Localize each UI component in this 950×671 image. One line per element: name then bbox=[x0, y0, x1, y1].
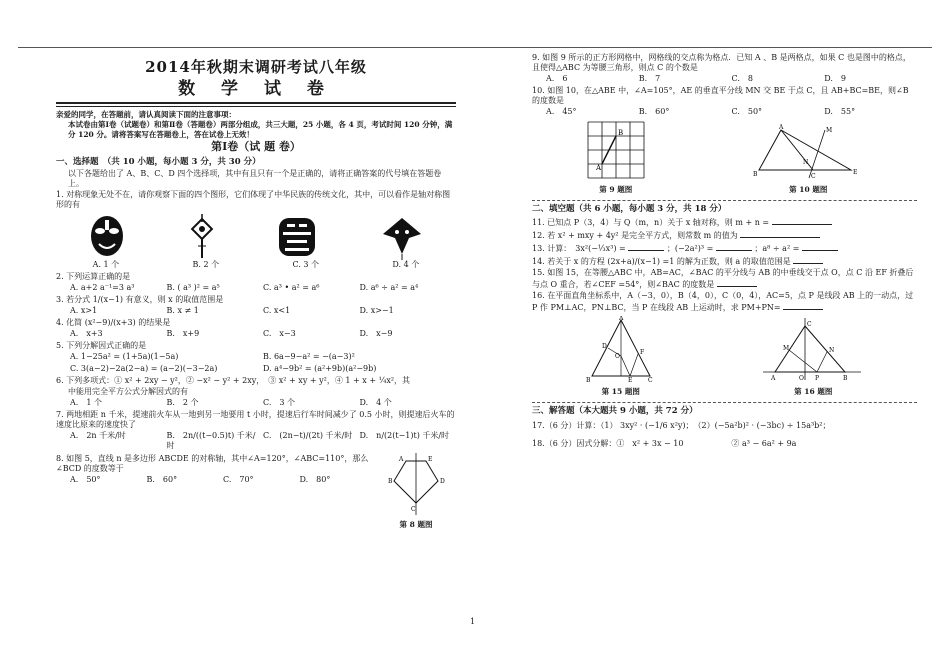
fig-label-c: C bbox=[647, 377, 653, 382]
option-c: C. 70° bbox=[223, 474, 254, 484]
q10-options bbox=[546, 107, 917, 117]
fig-label-e: E bbox=[853, 169, 858, 176]
option-a: A. 50° bbox=[70, 474, 101, 484]
option-c: C. 50° bbox=[731, 107, 763, 116]
q16-answer-blank[interactable] bbox=[783, 301, 823, 310]
q8-body bbox=[56, 453, 376, 529]
triangle-figure bbox=[753, 124, 863, 180]
option-a: A. 6 bbox=[546, 74, 568, 83]
q13-blank-2[interactable] bbox=[716, 242, 752, 251]
q2-text: 2. 下列运算正确的是 bbox=[56, 271, 131, 281]
option-b: B. ( a³ )² = a⁵ bbox=[166, 282, 220, 292]
title-rule bbox=[56, 102, 456, 107]
fig-label-b: B bbox=[843, 375, 848, 382]
q4-text: 4. 化简 (x²−9)/(x+3) 的结果是 bbox=[56, 317, 171, 327]
right-column bbox=[532, 52, 917, 450]
fig-label-d: D bbox=[440, 477, 445, 485]
q8-options bbox=[70, 475, 376, 485]
q8-figure bbox=[376, 453, 456, 529]
option-b: B. 2 个 bbox=[166, 397, 199, 407]
option-d: D. x>−1 bbox=[359, 305, 394, 315]
option-d: D. 55° bbox=[824, 107, 856, 116]
q11-text: 11. 已知点 P（3，4）与 Q（m，n）关于 x 轴对称，则 m + n = bbox=[532, 218, 770, 227]
section1-intro: 以下各题给出了 A、B、C、D 四个选择项，其中有且只有一个是正确的，请将正确答案的代号填在答题卷上。 bbox=[68, 168, 442, 188]
q15-caption: 第 15 题图 bbox=[601, 387, 640, 396]
q3-text: 3. 若分式 1/(x−1) 有意义，则 x 的取值范围是 bbox=[56, 294, 224, 304]
q15-line bbox=[532, 268, 917, 290]
fig-label-b: B bbox=[388, 477, 393, 485]
q8-caption: 第 8 题图 bbox=[399, 519, 433, 529]
q16-caption: 第 16 题图 bbox=[794, 387, 833, 396]
option-a: A. 45° bbox=[546, 107, 577, 116]
q14-line bbox=[532, 255, 917, 267]
q15-figure bbox=[586, 316, 656, 396]
part1-title: 第Ⅰ卷（试 题 卷） bbox=[211, 140, 301, 154]
q11-line bbox=[532, 216, 917, 228]
exam-title: 2014年秋期末调研考试八年级 bbox=[145, 58, 367, 76]
option-b: B. x ≠ 1 bbox=[166, 305, 199, 315]
q12-text: 12. 若 x² + mxy + 4y² 是完全平方式，则常数 m 的值为 bbox=[532, 231, 738, 240]
fig-label-b: B bbox=[753, 171, 758, 178]
fig-label-c: C bbox=[807, 321, 812, 328]
isosceles-triangle-figure bbox=[586, 316, 656, 382]
option-c: C. x<1 bbox=[263, 305, 291, 315]
option-d: D. 4 个 bbox=[392, 259, 420, 269]
option-b: B. 7 bbox=[638, 74, 661, 83]
option-b: B. 60° bbox=[146, 474, 178, 484]
q14-answer-blank[interactable] bbox=[793, 255, 823, 264]
pentagon-figure bbox=[386, 453, 446, 515]
option-a: A. 1−25a² = (1+5a)(1−5a) bbox=[70, 351, 179, 361]
fig-label-b: B bbox=[617, 129, 623, 137]
q4-options bbox=[70, 329, 456, 339]
double-happiness-icon bbox=[275, 214, 319, 260]
q11-answer-blank[interactable] bbox=[772, 216, 832, 225]
fig-label-e: E bbox=[627, 377, 633, 382]
option-c: C. a³ • a² = a⁶ bbox=[263, 282, 320, 292]
option-a: A. a+2 a⁻¹=3 a³ bbox=[70, 282, 135, 292]
q1-figures bbox=[56, 214, 456, 260]
fig-label-p: P bbox=[815, 375, 820, 382]
option-c: C. 3 个 bbox=[292, 259, 320, 269]
option-c: C. 8 bbox=[731, 74, 753, 83]
option-a: A. 2n 千米/时 bbox=[70, 430, 126, 440]
q5-options-ab bbox=[70, 352, 456, 362]
q6-text: 6. 下列多项式：① x² + 2xy − y²，② −x² − y² + 2xy， ③ x² + xy + y²，④ 1 + x + ¼x²，其 bbox=[56, 375, 411, 385]
option-a: A. 1 个 bbox=[92, 259, 120, 269]
notice-line-2: 本试卷由第Ⅰ卷（试题卷）和第Ⅱ卷（答题卷）两部分组成，共三大题，25 小题，各 4 页，考试时间 120 分钟，满分 120 分。请将答案写在答题卷上，答在试卷上无效！ bbox=[68, 120, 453, 139]
fig-label-o: O bbox=[614, 353, 620, 360]
q7-options bbox=[70, 431, 456, 451]
fig-label-b: B bbox=[585, 377, 591, 382]
option-d: D. 4 个 bbox=[359, 397, 392, 407]
chinese-knot-icon bbox=[187, 214, 217, 260]
page-number: 1 bbox=[470, 617, 476, 626]
q2-options bbox=[70, 283, 456, 293]
option-b: B. 2n/((t−0.5)t) 千米/时 bbox=[166, 430, 256, 450]
q8-block bbox=[56, 453, 456, 529]
option-d: D. 80° bbox=[299, 474, 331, 484]
exam-subtitle: 数 学 试 卷 bbox=[178, 78, 334, 99]
q13-end: ；a⁸ ÷ a² = bbox=[754, 244, 800, 253]
option-b: B. 6a−9−a² = −(a−3)² bbox=[263, 351, 355, 361]
q12-answer-blank[interactable] bbox=[740, 229, 820, 238]
fig-label-e: E bbox=[428, 455, 433, 463]
section3-title: 三、解答题（本大题共 9 小题，共 72 分） bbox=[532, 406, 698, 417]
q13-blank-1[interactable] bbox=[628, 242, 664, 251]
option-c: C. (2n−t)/(2t) 千米/时 bbox=[263, 430, 353, 440]
q9-options bbox=[546, 74, 917, 84]
fig-label-a: A bbox=[618, 316, 624, 322]
fig-label-n: N bbox=[803, 159, 809, 166]
coordinate-figure bbox=[763, 316, 863, 382]
option-b: B. 2 个 bbox=[192, 259, 220, 269]
option-c: C. x−3 bbox=[263, 328, 296, 338]
fig-label-a: A bbox=[595, 164, 601, 172]
q5-options-cd bbox=[70, 364, 456, 374]
option-d: D. a⁶ ÷ a² = a⁴ bbox=[359, 282, 419, 292]
q9-figure bbox=[586, 120, 646, 194]
fig-label-d: D bbox=[601, 343, 607, 350]
fig-label-o: O bbox=[799, 375, 805, 382]
opera-mask-icon bbox=[85, 214, 129, 260]
option-a: A. x>1 bbox=[70, 305, 98, 315]
option-d: D. a⁴−9b² = (a²+9b)(a²−9b) bbox=[263, 363, 377, 373]
q1-text: 1. 对称现象无处不在，请你观察下面的四个图形，它们体现了中华民族的传统文化，其中，可以看作是轴对称图形的有 bbox=[56, 189, 451, 209]
fig-label-a: A bbox=[779, 124, 784, 131]
q16-line bbox=[532, 291, 917, 313]
option-d: D. x−9 bbox=[359, 328, 393, 338]
top-rule bbox=[18, 47, 932, 48]
option-c: C. 3 个 bbox=[263, 397, 296, 407]
q12-line bbox=[532, 229, 917, 241]
option-a: A. 1 个 bbox=[70, 397, 102, 407]
divider bbox=[532, 200, 917, 201]
option-c: C. 3(a−2)−2a(2−a) = (a−2)(−3−2a) bbox=[70, 363, 218, 373]
q17-text: 17.（6 分）计算：（1） 3xy² · (−1/6 x²y)； （2）(−5a²b)² · (−3bc) ÷ 15a³b²； bbox=[532, 421, 831, 430]
fig-label-a: A bbox=[399, 455, 404, 463]
fig-label-a: A bbox=[771, 375, 776, 382]
q13-line bbox=[532, 242, 917, 254]
q15-text: 15. 如图 15，在等腰△ABC 中，AB=AC，∠BAC 的平分线与 AB 的中垂线交于点 O，点 C 沿 EF 折叠后与点 O 重合，若∠CEF =54°，则∠BAC 的度数是 bbox=[532, 268, 914, 289]
q10-figure bbox=[753, 124, 863, 194]
fig-label-c: C bbox=[811, 173, 816, 180]
q6-text-cont: 中能用完全平方公式分解因式的有 bbox=[68, 386, 188, 396]
q10-caption: 第 10 题图 bbox=[789, 185, 828, 194]
q18-text: 18.（6 分）因式分解：① x² + 3x − 10 ② a³ − 6a² + 9a bbox=[532, 439, 797, 448]
q13-blank-3[interactable] bbox=[802, 242, 838, 251]
fig-label-c: C bbox=[411, 505, 416, 513]
fig-label-f: F bbox=[639, 349, 644, 356]
q13-text: 13. 计算： 3x²(−⅓x³) = bbox=[532, 244, 626, 253]
q15-answer-blank[interactable] bbox=[717, 278, 757, 287]
q15-q16-figures bbox=[532, 316, 917, 396]
fig-label-m: M bbox=[826, 127, 833, 134]
option-b: B. 60° bbox=[638, 107, 670, 116]
q3-options bbox=[70, 306, 456, 316]
q10-text: 10. 如图 10，在△ABE 中，∠A=105°，AE 的垂直平分线 MN 交 BE 于点 C，且 AB+BC=BE，则∠B 的度数是 bbox=[532, 86, 909, 105]
fig-label-m: M bbox=[783, 345, 790, 352]
fig-label-n: N bbox=[829, 347, 835, 354]
option-d: D. n/(2(t−1)t) 千米/时 bbox=[359, 430, 450, 440]
q7-text: 7. 两地相距 n 千米，提速前火车从一地到另一地要用 t 小时，提速后行车时间减少了 0.5 小时，则提速后火车的速度比原来的速度快了 bbox=[56, 409, 455, 429]
section2-title: 二、填空题（共 6 小题，每小题 3 分，共 18 分） bbox=[532, 204, 727, 215]
option-d: D. 9 bbox=[824, 74, 847, 83]
q14-text: 14. 若关于 x 的方程 (2x+a)/(x−1) =1 的解为正数，则 a 的取值范围是 bbox=[532, 257, 791, 266]
left-column bbox=[56, 52, 456, 529]
q1-options bbox=[56, 260, 456, 270]
option-a: A. x+3 bbox=[70, 328, 103, 338]
grid-figure bbox=[586, 120, 646, 180]
q13-mid: ；(−2a²)³ = bbox=[666, 244, 714, 253]
q9-q10-figures bbox=[532, 120, 917, 194]
q6-options bbox=[70, 398, 456, 408]
q8-text: 8. 如图 5，直线 n 是多边形 ABCDE 的对称轴，其中∠A=120°，∠ABC=110°，那么∠BCD 的度数等于 bbox=[56, 453, 369, 473]
q5-text: 5. 下列分解因式正确的是 bbox=[56, 340, 147, 350]
notice-line-1: 亲爱的同学，在答题前，请认真阅读下面的注意事项： bbox=[56, 110, 236, 119]
option-b: B. x+9 bbox=[166, 328, 200, 338]
q9-caption: 第 9 题图 bbox=[599, 185, 633, 194]
divider bbox=[532, 402, 917, 403]
q16-figure bbox=[763, 316, 863, 396]
section1-title: 一、选择题 （共 10 小题，每小题 3 分，共 30 分） bbox=[56, 156, 261, 167]
kite-icon bbox=[377, 214, 427, 260]
q16-text: 16. 在平面直角坐标系中，A（−3，0），B（4，0），C（0，4），AC=5，点 P 是线段 AB 上的一动点，过 P 作 PM⊥AC，PN⊥BC，当 P 在线段 AB 上运动时，求 PM+PN= bbox=[532, 291, 914, 312]
q9-text: 9. 如图 9 所示的正方形网格中，网格线的交点称为格点．已知 A 、B 是两格点，如果 C 也是图中的格点，且使得△ABC 为等腰三角形，则点 C 的个数是 bbox=[532, 53, 911, 72]
